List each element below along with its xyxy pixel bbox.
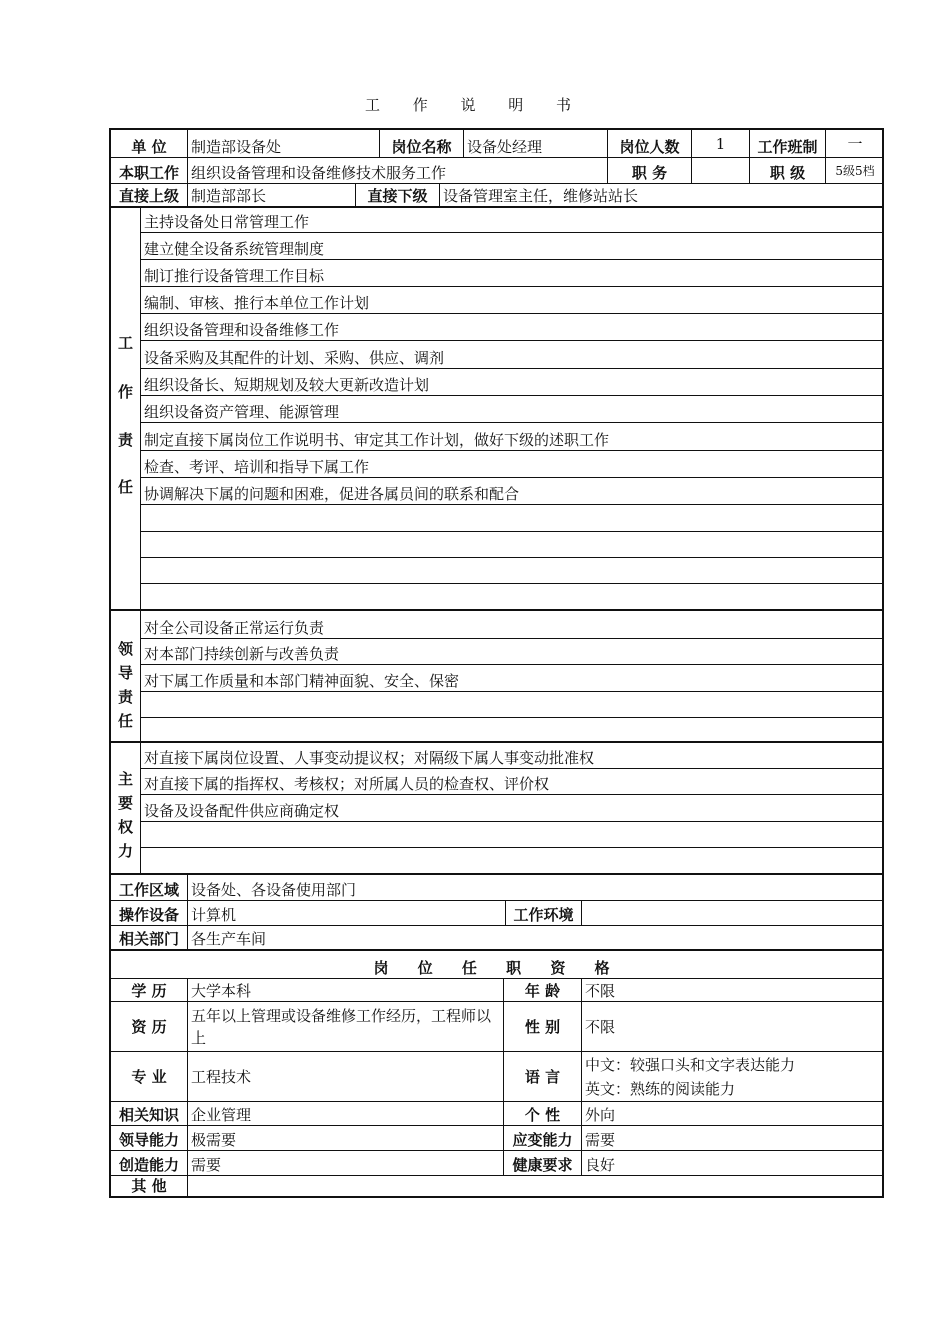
qualifications-table [109,949,884,1198]
environment-table [109,873,884,951]
language-value [581,1052,884,1101]
experience-label: 资 历 [131,1018,167,1036]
gender-value: 不限 [581,1002,884,1051]
authority-list [141,743,882,873]
headcount-label: 岗位人数 [607,130,691,157]
list-item: 设备采购及其配件的计划、采购、供应、调剂 [141,341,882,369]
env-row-2 [111,901,882,926]
list-item: 建立健全设备系统管理制度 [141,233,882,260]
language-label: 语 言 [503,1052,581,1101]
shift-value: 一 [825,130,884,157]
label-char: 任 [117,478,133,496]
position-label: 岗位名称 [379,130,463,157]
creativity-label: 创造能力 [118,1156,179,1174]
subordinate-label: 直接下级 [355,184,439,206]
education-value: 大学本科 [187,979,503,1001]
experience-value: 五年以上管理或设备维修工作经历，工程师以上 [187,1002,503,1051]
env-row-1 [111,875,882,901]
list-item: 编制、审核、推行本单位工作计划 [141,287,882,314]
list-item: 对直接下属岗位设置、人事变动提议权；对隔级下属人事变动批准权 [141,743,882,769]
qual-row-experience [111,1002,882,1052]
major-label: 专 业 [131,1068,167,1086]
label-char: 任 [117,712,133,730]
subordinate-value: 设备管理室主任，维修站站长 [439,184,884,206]
list-item: 检查、考评、培训和指导下属工作 [141,451,882,478]
list-item: 对下属工作质量和本部门精神面貌、安全、保密 [141,665,882,692]
label-char: 责 [117,688,133,706]
superior-label: 直接上级 [118,187,179,205]
label-char: 要 [117,794,133,812]
grade-label: 职 级 [749,158,825,183]
headcount-value: 1 [691,130,749,157]
creativity-value: 需要 [187,1151,503,1175]
health-label: 健康要求 [503,1151,581,1175]
qual-row-leadership [111,1126,882,1151]
list-item: 对直接下属的指挥权、考核权；对所属人员的检查权、评价权 [141,769,882,795]
knowledge-label: 相关知识 [118,1106,179,1124]
list-item [141,584,882,609]
list-item: 组织设备长、短期规划及较大更新改造计划 [141,369,882,396]
list-item [141,848,882,873]
env-value [581,901,884,925]
leadership-ability-value: 极需要 [187,1126,503,1150]
document-title: 工 作 说 明 书 [364,96,586,114]
list-item: 制定直接下属岗位工作说明书、审定其工作计划，做好下级的述职工作 [141,423,882,451]
other-label: 其 他 [131,1177,167,1195]
personality-label: 个 性 [503,1102,581,1125]
label-char: 责 [117,431,133,449]
duty-value: 组织设备管理和设备维修技术服务工作 [187,158,607,183]
qualifications-heading: 岗 位 任 职 资 格 [373,959,622,977]
list-item [141,718,882,741]
qual-row-other [111,1176,882,1196]
dept-value: 各生产车间 [187,926,884,949]
language-chinese: 中文：较强口头和文字表达能力 [585,1056,796,1074]
header-table [109,128,884,208]
header-row-3 [111,184,882,206]
list-item [141,532,882,558]
list-item [141,505,882,532]
label-char: 导 [117,664,133,682]
duty-label: 本职工作 [118,164,179,182]
equipment-label: 操作设备 [118,906,179,924]
qual-row-creativity [111,1151,882,1176]
qual-row-knowledge [111,1102,882,1126]
leadership-list [141,611,882,741]
label-char: 权 [117,818,133,836]
authority-label [111,743,141,873]
header-row-1 [111,130,882,158]
label-char: 力 [117,842,133,860]
grade-value: 5级5档 [825,158,884,183]
qual-heading-row [111,951,882,979]
leadership-section [109,609,884,743]
env-label: 工作环境 [505,901,581,925]
responsibilities-section [109,206,884,611]
list-item: 组织设备管理和设备维修工作 [141,314,882,341]
qual-row-education [111,979,882,1002]
education-label: 学 历 [131,982,167,1000]
adapt-label: 应变能力 [503,1126,581,1150]
equipment-value: 计算机 [187,901,505,925]
header-row-2 [111,158,882,184]
label-char: 主 [117,770,133,788]
superior-value: 制造部部长 [187,184,355,206]
knowledge-value: 企业管理 [187,1102,503,1125]
health-value: 良好 [581,1151,884,1175]
age-value: 不限 [581,979,884,1001]
adapt-value: 需要 [581,1126,884,1150]
post-label: 职 务 [607,158,691,183]
list-item: 制订推行设备管理工作目标 [141,260,882,287]
list-item: 主持设备处日常管理工作 [141,208,882,233]
list-item: 协调解决下属的问题和困难，促进各属员间的联系和配合 [141,478,882,505]
list-item: 对全公司设备正常运行负责 [141,611,882,639]
list-item: 组织设备资产管理、能源管理 [141,396,882,423]
list-item [141,692,882,718]
authority-section [109,741,884,875]
personality-value: 外向 [581,1102,884,1125]
responsibility-list [141,208,882,609]
gender-label: 性 别 [503,1002,581,1051]
leadership-ability-label: 领导能力 [118,1131,179,1149]
area-value: 设备处、各设备使用部门 [187,875,884,900]
dept-label: 相关部门 [118,930,179,948]
label-char: 工 [117,334,133,352]
list-item [141,558,882,584]
list-item: 对本部门持续创新与改善负责 [141,639,882,665]
responsibilities-label [111,208,141,609]
qual-row-major [111,1052,882,1102]
leadership-label [111,611,141,741]
shift-label: 工作班制 [749,130,825,157]
unit-label: 单 位 [131,138,167,156]
list-item: 设备及设备配件供应商确定权 [141,795,882,822]
position-value: 设备处经理 [463,130,607,157]
other-value [187,1176,884,1196]
label-char: 领 [117,640,133,658]
label-char: 作 [117,383,133,401]
post-value [691,158,749,183]
area-label: 工作区域 [118,881,179,899]
language-english: 英文：熟练的阅读能力 [585,1080,736,1098]
unit-value: 制造部设备处 [187,130,379,157]
major-value: 工程技术 [187,1052,503,1101]
env-row-3 [111,926,882,949]
list-item [141,822,882,848]
age-label: 年 龄 [503,979,581,1001]
